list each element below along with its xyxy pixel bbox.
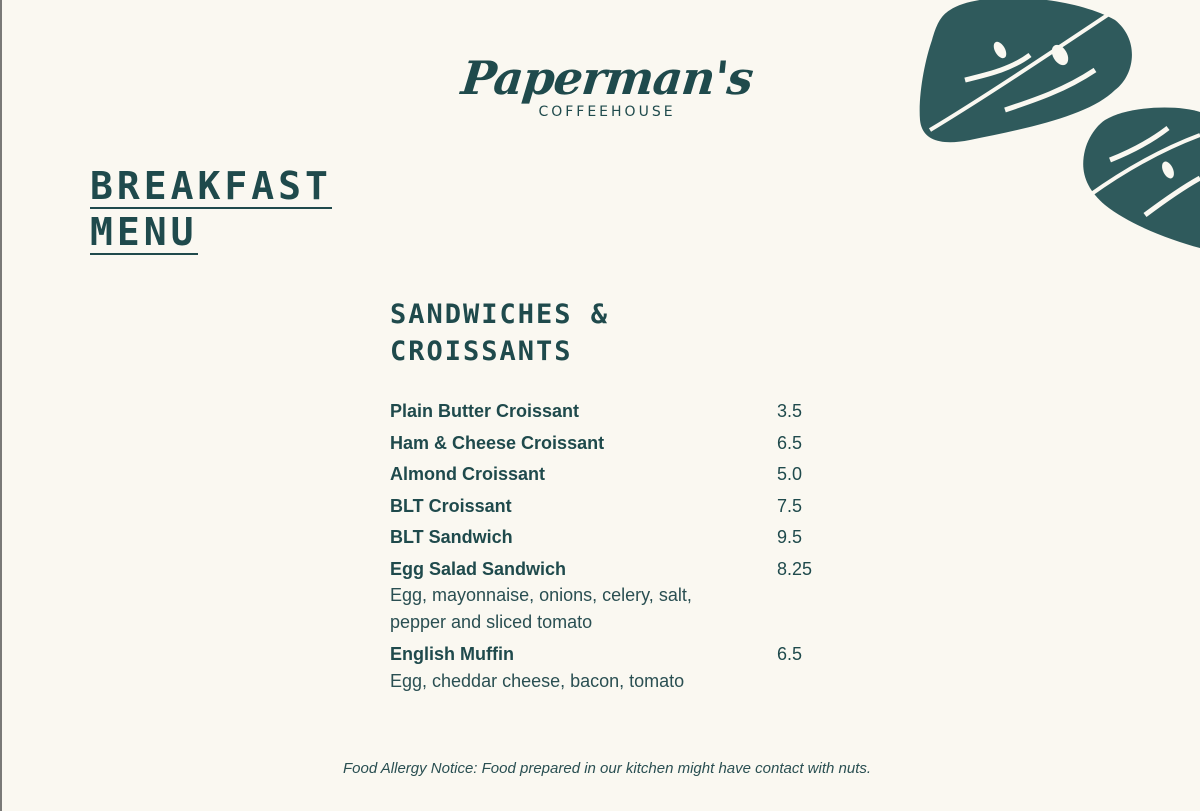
menu-item-price: 6.5 <box>777 644 803 664</box>
menu-item-name: BLT Sandwich <box>390 527 513 547</box>
logo-name: Paperman's <box>458 51 756 105</box>
menu-item-name: Almond Croissant <box>390 464 546 484</box>
menu-item-name: Egg Salad Sandwich <box>390 558 567 579</box>
menu-item-name: Plain Butter Croissant <box>390 401 580 421</box>
menu-item <box>390 430 850 457</box>
menu-item <box>390 641 850 695</box>
menu-item-price: 8.25 <box>777 558 813 579</box>
menu-item <box>390 524 850 551</box>
menu-item <box>390 398 850 425</box>
menu-item <box>390 493 850 520</box>
monstera-leaf-icon <box>920 0 1132 142</box>
menu-item-description: Egg, mayonnaise, onions, celery, salt, pepper and sliced tomato <box>390 585 692 632</box>
brand-logo <box>442 50 772 120</box>
menu-item-name: Ham & Cheese Croissant <box>390 432 605 453</box>
monstera-leaf-icon <box>1083 107 1200 248</box>
monstera-leaves-decoration <box>910 0 1200 250</box>
menu-item <box>390 461 850 488</box>
menu-item-price: 3.5 <box>777 401 803 421</box>
section-title-line1: SANDWICHES & <box>390 299 610 330</box>
allergy-notice: Food Allergy Notice: Food prepared in our kitchen might have contact with nuts. <box>342 760 872 777</box>
menu-item-description: Egg, cheddar cheese, bacon, tomato <box>390 670 685 691</box>
menu-item-name: English Muffin <box>390 644 514 664</box>
section-title-line2: CROISSANTS <box>390 336 573 367</box>
menu-item-name: BLT Croissant <box>390 495 512 516</box>
section-title <box>390 296 690 370</box>
menu-title-line1: BREAKFAST <box>90 164 332 208</box>
menu-title-line2: MENU <box>90 210 198 254</box>
logo-subtitle: COFFEEHOUSE <box>538 104 676 120</box>
menu-item-price: 5.0 <box>777 464 803 484</box>
menu-title <box>90 163 332 255</box>
menu-item-price: 9.5 <box>777 527 803 547</box>
menu-item-list <box>390 398 850 700</box>
menu-item-price: 6.5 <box>777 432 803 453</box>
menu-item-price: 7.5 <box>777 495 803 516</box>
menu-item <box>390 556 850 637</box>
